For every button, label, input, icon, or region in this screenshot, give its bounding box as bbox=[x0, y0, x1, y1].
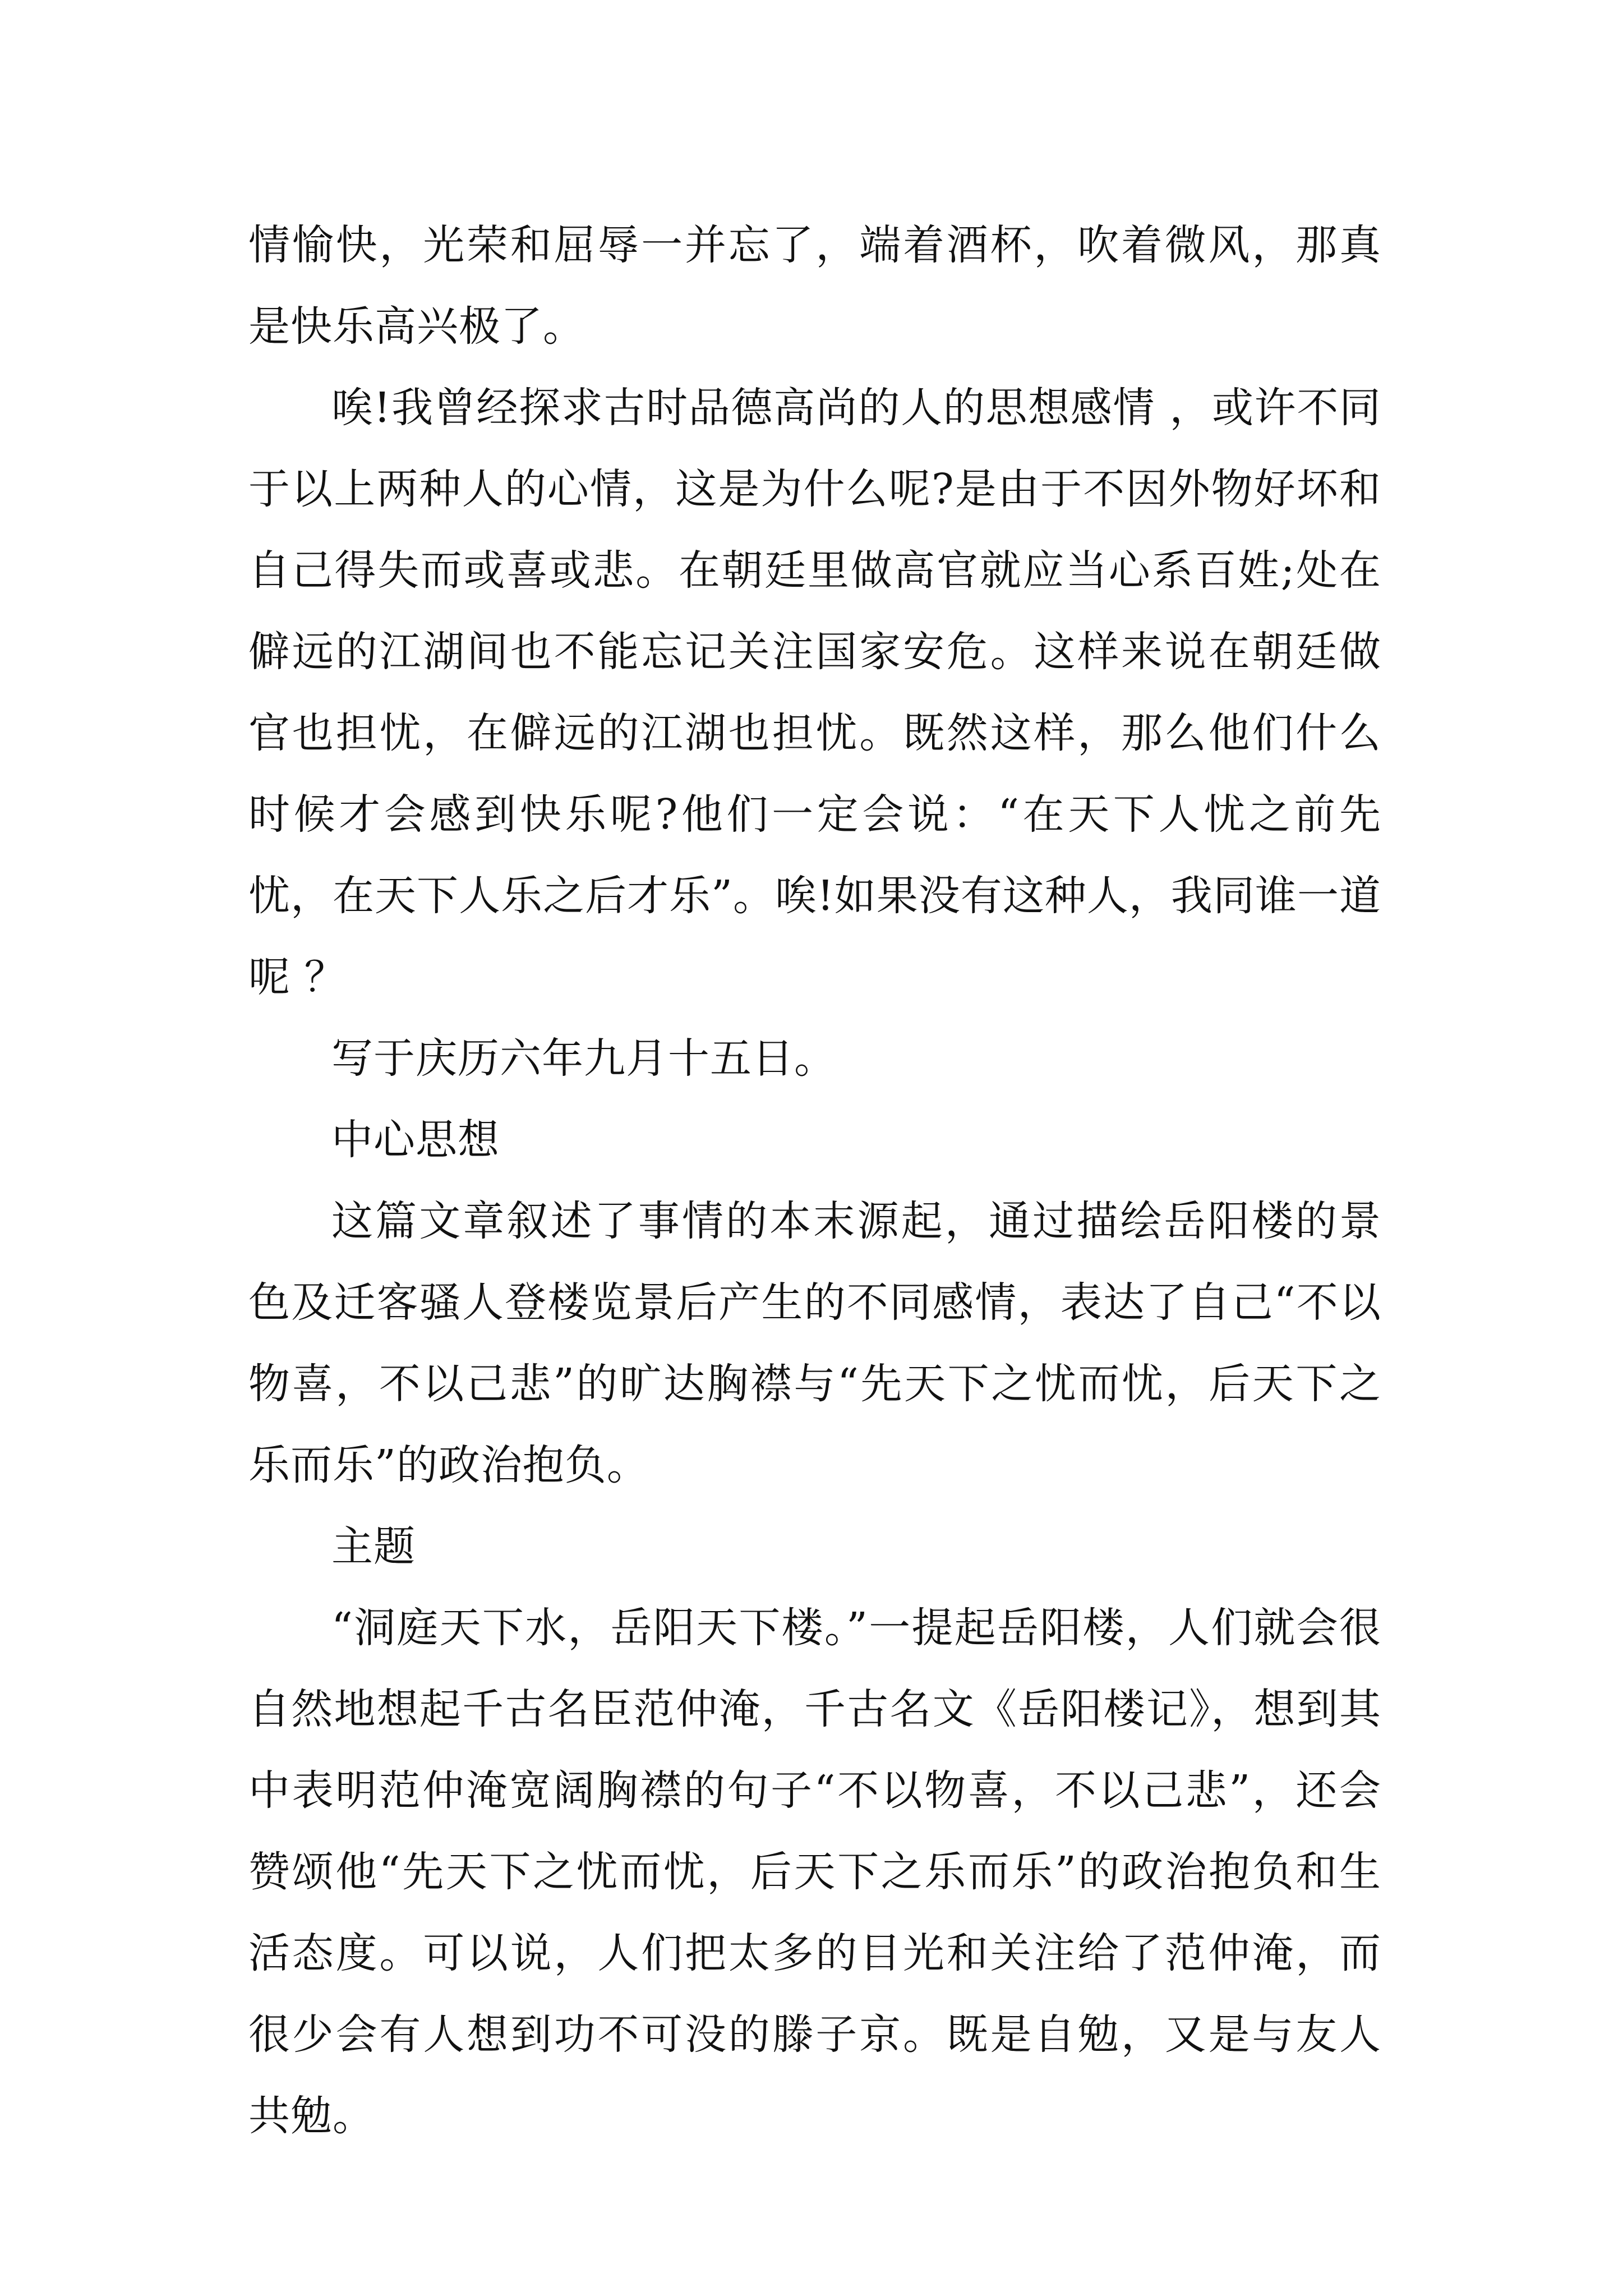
document-body bbox=[248, 205, 1381, 2157]
section-heading-theme: 主题 bbox=[331, 1522, 416, 1571]
paragraph-theme: “洞庭天下水，岳阳天下楼。”一提起岳阳楼，人们就会很自然地想起千古名臣范仲淹，千古名文《岳阳楼记》，想到其中表明范仲淹宽阔胸襟的句子“不以物喜，不以己悲”，还会赞颂他“先天下之忧而忧，后天下之乐而乐”的政治抱负和生活态度。可以说，人们把太多的目光和关注给了范仲淹，而很少会有人想到功不可没的滕子京。既是自勉，又是与友人共勉。 bbox=[248, 1604, 1381, 2140]
paragraph-translation: 唉!我曾经探求古时品德高尚的人的思想感情 ，或许不同于以上两种人的心情，这是为什么呢?是由于不因外物好坏和自己得失而或喜或悲。在朝廷里做高官就应当心系百姓;处在僻远的江湖间也不能忘记关注国家安危。这样来说在朝廷做官也担忧，在僻远的江湖也担忧。既然这样，那么他们什么时候才会感到快乐呢?他们一定会说：“在天下人忧之前先忧，在天下人乐之后才乐”。唉!如果没有这种人，我同谁一道呢 ？ bbox=[248, 384, 1381, 1001]
section-heading-central-idea: 中心思想 bbox=[331, 1116, 500, 1164]
paragraph-date: 写于庆历六年九月十五日。 bbox=[331, 1034, 836, 1083]
paragraph-central-idea: 这篇文章叙述了事情的本末源起，通过描绘岳阳楼的景色及迁客骚人登楼览景后产生的不同感情，表达了自己“不以物喜，不以己悲”的旷达胸襟与“先天下之忧而忧，后天下之乐而乐”的政治抱负。 bbox=[248, 1197, 1381, 1489]
paragraph-continuation: 情愉快，光荣和屈辱一并忘了，端着酒杯，吹着微风，那真是快乐高兴极了。 bbox=[248, 221, 1381, 351]
